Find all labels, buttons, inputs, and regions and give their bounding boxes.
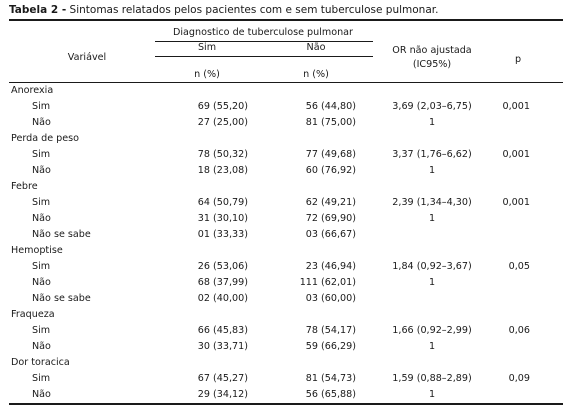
- cell-tb-no: 81 (75,00): [305, 117, 356, 128]
- cell-p-value: 0,09: [508, 373, 530, 384]
- cell-tb-no: 56 (65,88): [305, 389, 356, 400]
- row-label: Sim: [32, 149, 51, 160]
- cell-tb-no: 72 (69,90): [305, 213, 356, 224]
- header-diagnosis-group: Diagnostico de tuberculose pulmonar: [173, 27, 353, 38]
- cell-p-value: 0,001: [502, 101, 530, 112]
- cell-tb-no: 78 (54,17): [305, 325, 356, 336]
- cell-tb-yes: 29 (34,12): [197, 389, 248, 400]
- row-label: Não: [32, 165, 51, 176]
- header-bottom-rule: [9, 82, 563, 83]
- cell-tb-no: 77 (49,68): [305, 149, 356, 160]
- group-heading: Hemoptise: [11, 245, 63, 256]
- header-col-no: Não: [306, 42, 326, 53]
- cell-p-value: 0,001: [502, 197, 530, 208]
- row-label: Não se sabe: [32, 293, 91, 304]
- cell-tb-no: 59 (66,29): [305, 341, 356, 352]
- header-p: p: [514, 54, 522, 65]
- bottom-rule: [9, 403, 563, 405]
- cell-tb-no: 23 (46,94): [305, 261, 356, 272]
- row-label: Sim: [32, 325, 51, 336]
- table-caption: [9, 4, 438, 16]
- header-n-yes: n (%): [194, 69, 220, 80]
- cell-tb-no: 03 (60,00): [305, 293, 356, 304]
- header-group-rule: [155, 41, 373, 42]
- cell-tb-yes: 30 (33,71): [197, 341, 248, 352]
- cell-tb-yes: 67 (45,27): [197, 373, 248, 384]
- table-caption-label: Tabela 2 -: [9, 4, 67, 16]
- cell-or-ci: 1,84 (0,92–3,67): [392, 261, 472, 272]
- row-label: Não: [32, 277, 51, 288]
- header-or-line1: OR não ajustada: [392, 45, 472, 56]
- cell-tb-no: 81 (54,73): [305, 373, 356, 384]
- cell-or-ci: 1,66 (0,92–2,99): [392, 325, 472, 336]
- cell-or-ci: 1: [428, 165, 436, 176]
- row-label: Não: [32, 389, 51, 400]
- header-n-no: n (%): [303, 69, 329, 80]
- cell-or-ci: 1: [428, 117, 436, 128]
- group-heading: Dor toracica: [11, 357, 70, 368]
- row-label: Não: [32, 117, 51, 128]
- cell-p-value: 0,05: [508, 261, 530, 272]
- cell-tb-yes: 31 (30,10): [197, 213, 248, 224]
- table-caption-text: Sintomas relatados pelos pacientes com e sem tuberculose pulmonar.: [66, 4, 439, 16]
- header-variable: Variável: [67, 52, 107, 63]
- group-heading: Anorexia: [11, 85, 54, 96]
- header-or-line2: (IC95%): [412, 59, 452, 70]
- top-rule: [9, 19, 563, 21]
- group-heading: Perda de peso: [11, 133, 80, 144]
- cell-tb-yes: 78 (50,32): [197, 149, 248, 160]
- group-heading: Fraqueza: [11, 309, 55, 320]
- cell-tb-no: 56 (44,80): [305, 101, 356, 112]
- cell-or-ci: 1: [428, 389, 436, 400]
- row-label: Sim: [32, 101, 51, 112]
- cell-p-value: 0,06: [508, 325, 530, 336]
- cell-tb-yes: 26 (53,06): [197, 261, 248, 272]
- cell-tb-yes: 18 (23,08): [197, 165, 248, 176]
- cell-tb-yes: 66 (45,83): [197, 325, 248, 336]
- header-col-yes: Sim: [197, 42, 217, 53]
- header-subgroup-rule: [155, 56, 373, 57]
- cell-tb-no: 03 (66,67): [305, 229, 356, 240]
- cell-tb-yes: 01 (33,33): [197, 229, 248, 240]
- cell-or-ci: 3,37 (1,76–6,62): [392, 149, 472, 160]
- cell-tb-no: 60 (76,92): [305, 165, 356, 176]
- cell-tb-yes: 64 (50,79): [197, 197, 248, 208]
- row-label: Sim: [32, 197, 51, 208]
- cell-tb-yes: 68 (37,99): [197, 277, 248, 288]
- cell-tb-yes: 27 (25,00): [197, 117, 248, 128]
- row-label: Sim: [32, 261, 51, 272]
- group-heading: Febre: [11, 181, 38, 192]
- cell-or-ci: 1: [428, 341, 436, 352]
- cell-or-ci: 3,69 (2,03–6,75): [392, 101, 472, 112]
- cell-or-ci: 1: [428, 213, 436, 224]
- cell-p-value: 0,001: [502, 149, 530, 160]
- cell-or-ci: 2,39 (1,34–4,30): [392, 197, 472, 208]
- row-label: Sim: [32, 373, 51, 384]
- cell-tb-yes: 69 (55,20): [197, 101, 248, 112]
- row-label: Não: [32, 341, 51, 352]
- cell-tb-no: 62 (49,21): [305, 197, 356, 208]
- cell-tb-yes: 02 (40,00): [197, 293, 248, 304]
- cell-or-ci: 1,59 (0,88–2,89): [392, 373, 472, 384]
- row-label: Não: [32, 213, 51, 224]
- cell-or-ci: 1: [428, 277, 436, 288]
- row-label: Não se sabe: [32, 229, 91, 240]
- cell-tb-no: 111 (62,01): [299, 277, 356, 288]
